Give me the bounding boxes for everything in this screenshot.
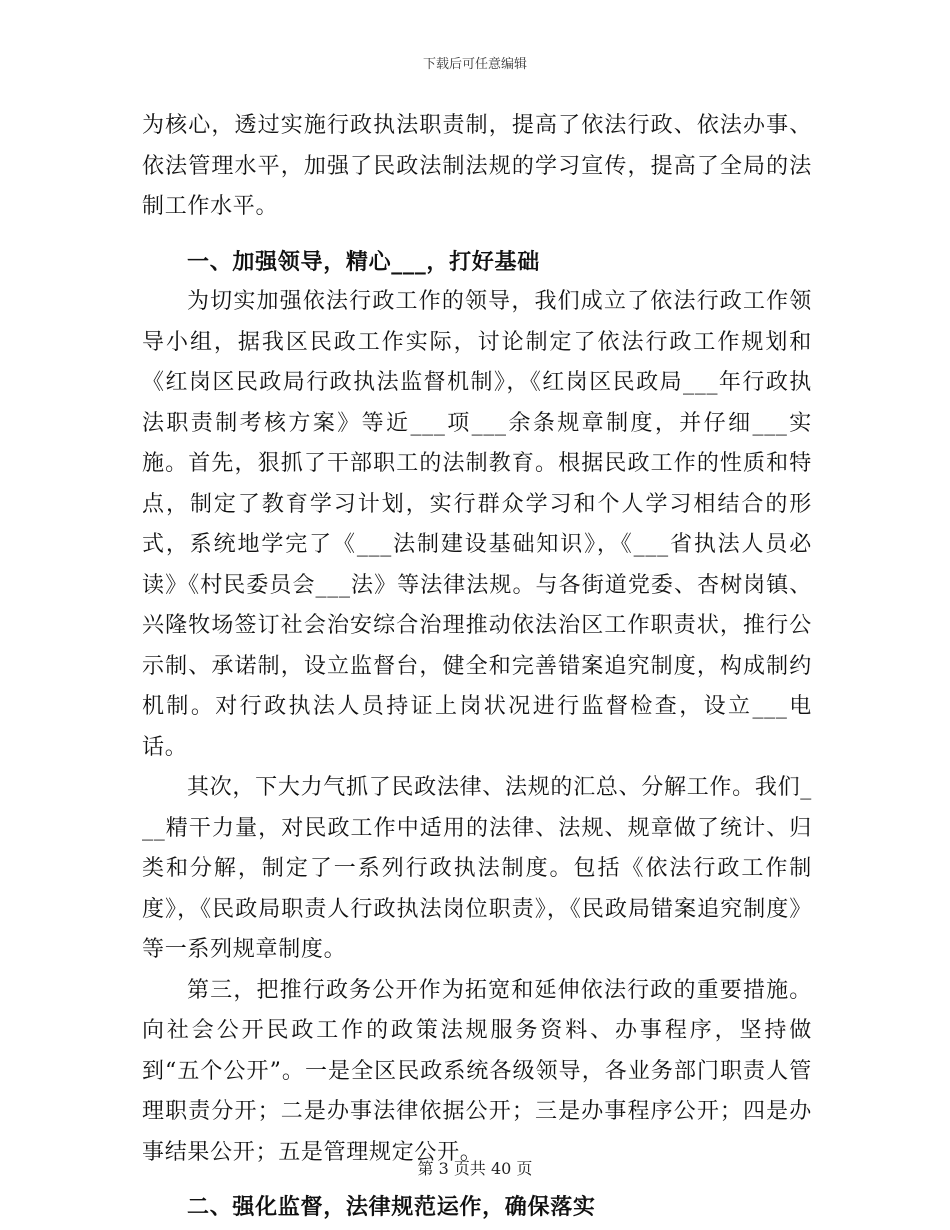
document-body: [142, 106, 812, 1228]
paragraph-1: 为切实加强依法行政工作的领导，我们成立了依法行政工作领导小组，据我区民政工作实际，讨论制定了依法行政工作规划和《红岗区民政局行政执法监督机制》，《红岗区民政局___年行政执法职责制考核方案》等近___项___余条规章制度，并仔细___实施。首先，狠抓了干部职工的法制教育。根据民政工作的性质和特点，制定了教育学习计划，实行群众学习和个人学习相结合的形式，系统地学完了《___法制建设基础知识》，《___省执法人员必读》《村民委员会___法》等法律法规。与各街道党委、杏树岗镇、兴隆牧场签订社会治安综合治理推动依法治区工作职责状，推行公示制、承诺制，设立监督台，健全和完善错案追究制度，构成制约机制。对行政执法人员持证上岗状况进行监督检查，设立___电话。: [142, 289, 812, 760]
page-header: 下载后可任意编辑: [422, 57, 527, 72]
page-footer: 第 3 页共 40 页: [417, 1159, 533, 1178]
section-heading-1: 一、加强领导，精心___，打好基础: [187, 248, 540, 275]
paragraph-3: 第三，把推行政务公开作为拓宽和延伸依法行政的重要措施。向社会公开民政工作的政策法规服务资料、办事程序，坚持做到“五个公开”。一是全区民政系统各级领导，各业务部门职责人管理职责分开；二是办事法律依据公开；三是办事程序公开；四是办事结果公开；五是管理规定公开。: [142, 977, 812, 1165]
section-heading-2: 二、强化监督，法律规范运作，确保落实: [187, 1194, 596, 1220]
paragraph-continuation: 为核心，透过实施行政执法职责制，提高了依法行政、依法办事、依法管理水平，加强了民政法制法规的学习宣传，提高了全局的法制工作水平。: [142, 113, 812, 219]
paragraph-2: 其次，下大力气抓了民政法律、法规的汇总、分解工作。我们___精干力量，对民政工作中适用的法律、法规、规章做了统计、归类和分解，制定了一系列行政执法制度。包括《依法行政工作制度》，《民政局职责人行政执法岗位职责》，《民政局错案追究制度》等一系列规章制度。: [142, 775, 812, 962]
